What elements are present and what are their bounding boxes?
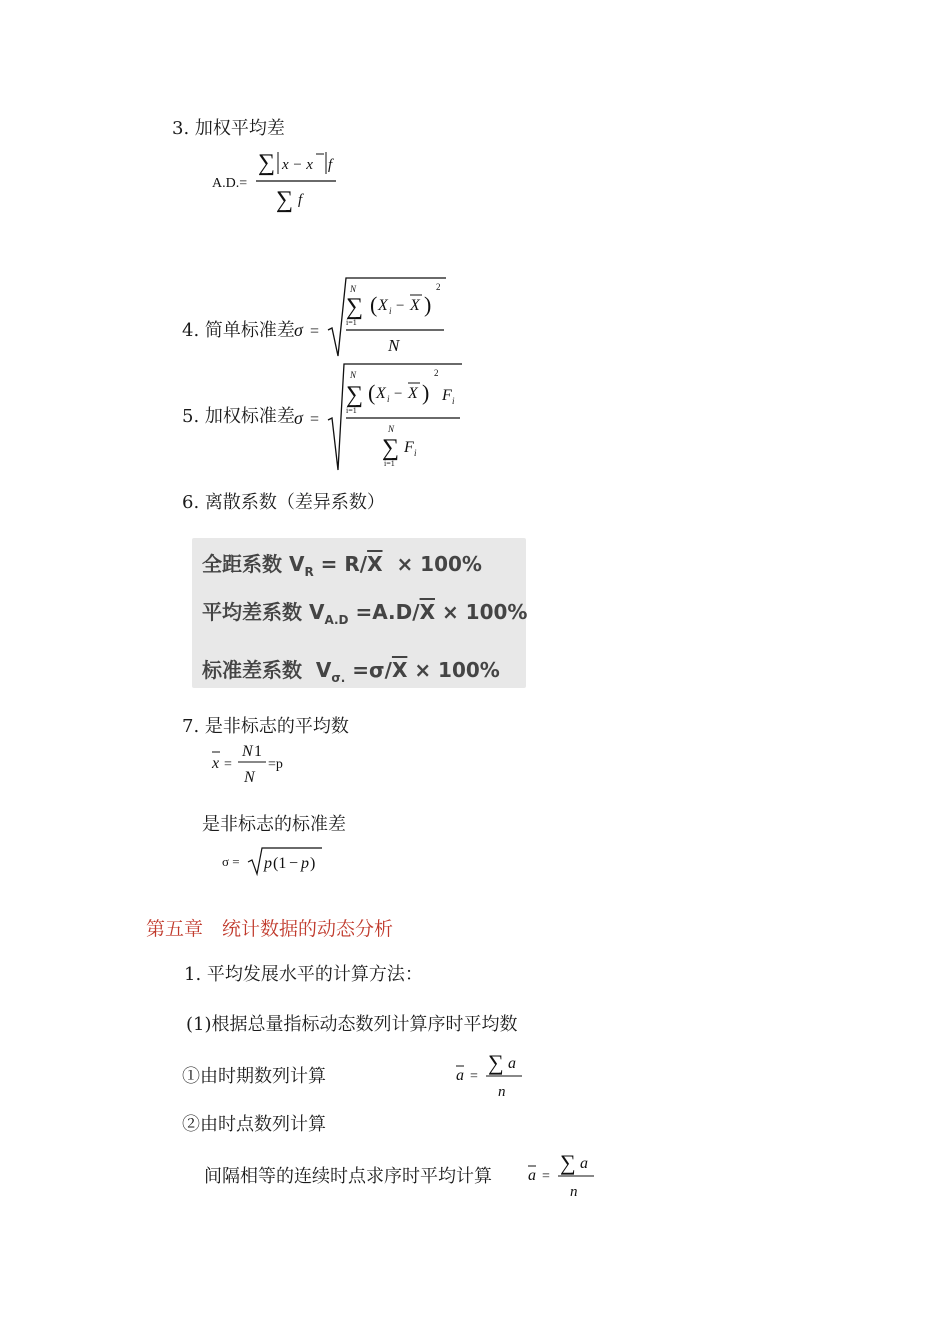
svg-text:x − x: x − x: [282, 157, 313, 173]
svg-text:F: F: [404, 439, 414, 456]
svg-text:): ): [422, 380, 430, 405]
binary-std-title: 是非标志的标准差: [202, 814, 346, 835]
binary-std-formula: [222, 844, 332, 878]
section-3-title: 3. 加权平均差: [172, 118, 285, 139]
svg-text:i: i: [452, 396, 455, 406]
svg-text:N: N: [388, 424, 395, 434]
section-5-title: 5. 加权标准差: [182, 406, 295, 427]
svg-text:(: (: [368, 380, 376, 405]
svg-text:=: =: [310, 411, 320, 428]
svg-text:−: −: [396, 298, 405, 314]
svg-text:N: N: [350, 284, 357, 294]
svg-text:x: x: [212, 755, 220, 772]
svg-text:n: n: [498, 1084, 506, 1100]
period-series-label: ①由时期数列计算: [182, 1066, 326, 1087]
range-coefficient: [202, 548, 482, 579]
range-coefficient-label: 全距系数: [202, 552, 282, 576]
dispersion-coefficient-box: [192, 538, 526, 688]
mean-deviation-coefficient-label: 平均差系数: [202, 600, 302, 624]
svg-text:−: −: [394, 386, 403, 402]
svg-text:∑: ∑: [276, 187, 294, 213]
svg-text:=: =: [542, 1169, 550, 1184]
svg-text:σ =: σ =: [222, 854, 240, 869]
weighted-mean-deviation-formula: [212, 146, 352, 216]
svg-text:a: a: [456, 1067, 464, 1084]
svg-text:X: X: [410, 297, 420, 314]
section-6-title: 6. 离散系数（差异系数）: [182, 492, 385, 513]
simple-std-formula: [294, 272, 454, 362]
svg-text:X: X: [408, 385, 418, 402]
svg-text:∑: ∑: [382, 435, 400, 461]
svg-text:σ: σ: [294, 408, 303, 428]
svg-text:a: a: [508, 1055, 516, 1072]
svg-text:2: 2: [436, 282, 441, 292]
svg-text:=: =: [310, 323, 320, 340]
svg-text:∑: ∑: [346, 382, 364, 408]
svg-text:f: f: [328, 157, 333, 173]
interval-equal-label: 间隔相等的连续时点求序时平均计算: [204, 1166, 492, 1187]
svg-text:f: f: [298, 192, 303, 208]
mean-deviation-coefficient: [202, 596, 527, 627]
svg-text:∑: ∑: [560, 1150, 576, 1175]
svg-text:A.D.=: A.D.=: [212, 176, 248, 191]
svg-text:p: p: [301, 855, 309, 872]
mean-deviation-coefficient-formula: $V_{A.D} =A.D/\overline{X} \times 100\%$: [308, 600, 528, 627]
svg-text:): ): [310, 855, 316, 872]
std-coefficient: [202, 654, 500, 685]
svg-text:p: p: [264, 855, 272, 872]
svg-text:=p: =p: [268, 757, 283, 772]
svg-text:i=1: i=1: [346, 406, 357, 415]
svg-text:i: i: [387, 394, 390, 404]
svg-text:=: =: [224, 757, 232, 772]
chapter-5-heading: 第五章 统计数据的动态分析: [146, 918, 394, 940]
svg-text:(1: (1: [273, 855, 287, 872]
svg-text:2: 2: [434, 368, 439, 378]
binary-mean-formula: [210, 738, 310, 790]
svg-text:a: a: [528, 1167, 536, 1184]
chapter-5-item-1-sub: (1)根据总量指标动态数列计算序时平均数: [186, 1014, 518, 1035]
svg-text:a: a: [580, 1155, 588, 1172]
svg-text:n: n: [570, 1184, 578, 1200]
svg-text:X: X: [376, 385, 386, 402]
svg-text:=: =: [470, 1069, 478, 1084]
svg-text:i=1: i=1: [346, 318, 357, 327]
svg-text:N: N: [350, 370, 357, 380]
svg-text:∑: ∑: [346, 294, 364, 320]
period-series-formula: [454, 1046, 534, 1102]
range-coefficient-formula: $V_R = R/\overline{X} \times 100\%$: [288, 552, 482, 579]
svg-text:N: N: [244, 769, 255, 786]
svg-text:i: i: [414, 448, 417, 458]
weighted-std-formula: [294, 360, 466, 474]
svg-text:F: F: [442, 387, 452, 404]
svg-text:1: 1: [254, 743, 262, 760]
svg-text:∑: ∑: [258, 150, 276, 176]
svg-text:i=1: i=1: [384, 459, 395, 468]
section-4-title: 4. 简单标准差: [182, 320, 295, 341]
svg-text:N: N: [388, 336, 400, 355]
svg-text:): ): [424, 292, 432, 317]
svg-text:(: (: [370, 292, 378, 317]
svg-text:i: i: [389, 306, 392, 316]
svg-text:X: X: [378, 297, 388, 314]
svg-text:∑: ∑: [488, 1050, 504, 1075]
svg-text:−: −: [289, 855, 299, 872]
point-series-label: ②由时点数列计算: [182, 1114, 326, 1135]
svg-text:N: N: [242, 743, 253, 760]
interval-equal-formula: [526, 1146, 606, 1202]
svg-text:σ: σ: [294, 320, 303, 340]
std-coefficient-label: 标准差系数: [202, 658, 302, 682]
chapter-5-item-1: 1. 平均发展水平的计算方法：: [184, 964, 423, 985]
std-coefficient-formula: $V_{\sigma.} =\sigma/\overline{X} \times 100\%$: [308, 658, 500, 685]
section-7-title: 7. 是非标志的平均数: [182, 716, 349, 737]
